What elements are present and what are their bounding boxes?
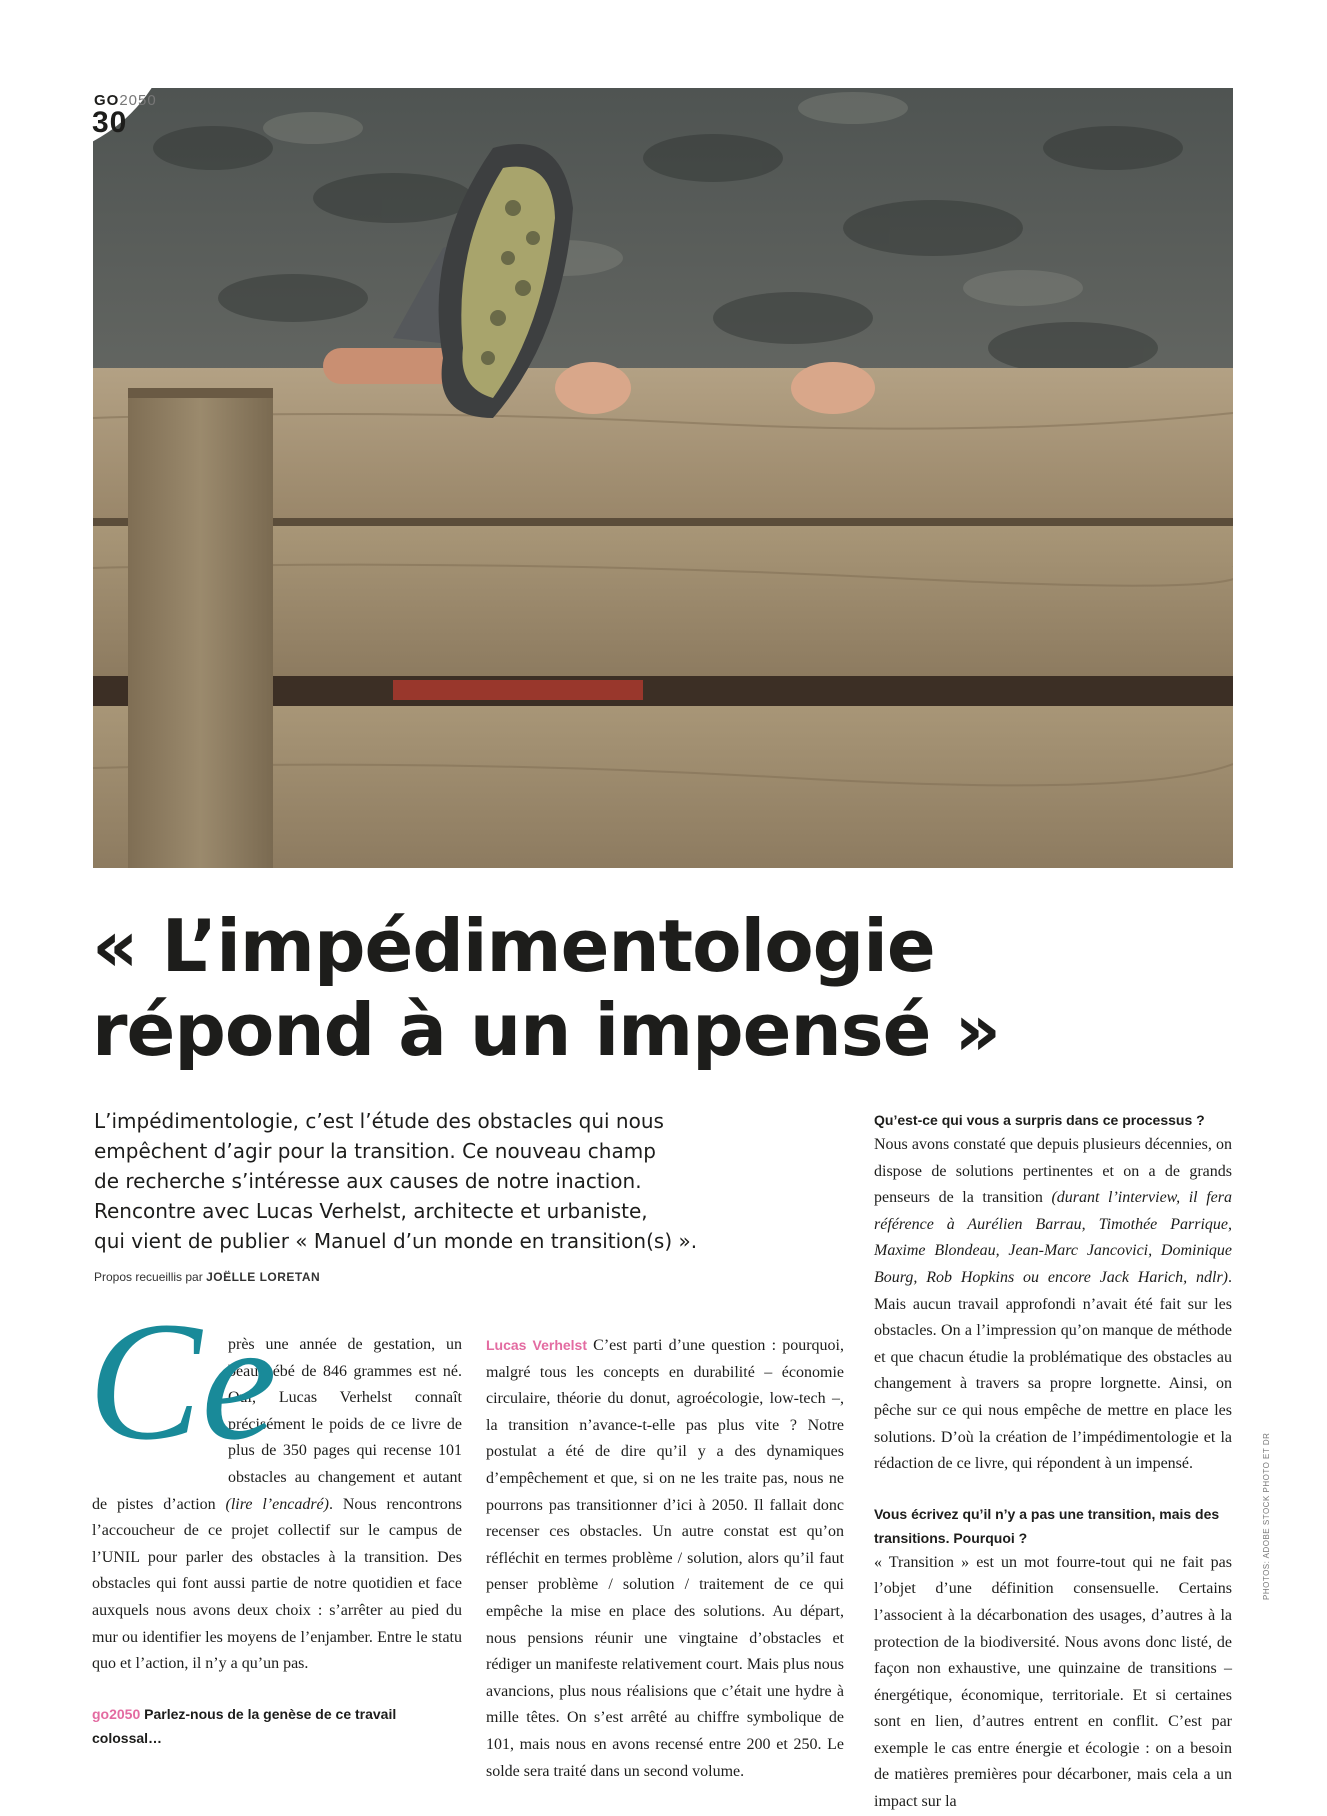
paragraph-text: près une année de gestation, un beau bébé de 846 grammes est né. Oui, Lucas Verhelst connaît précisément le poids de ce livre de plus de 350 pages qui recense 101 obstacles au changement et autant de pistes d’action xyxy=(92,1336,462,1513)
paragraph-italic: (durant l’interview, il fera référence à Aurélien Barrau, Timothée Parrique, Maxime Blondeau, Jean-Marc Jancovici, Dominique Bourg, Rob Hopkins ou encore Jack Harich, ndlr) xyxy=(874,1189,1232,1286)
byline-author: JOËLLE LORETAN xyxy=(206,1270,321,1284)
intro-line: qui vient de publier « Manuel d’un monde en transition(s) ». xyxy=(94,1229,698,1253)
article-column-1 xyxy=(88,1287,463,1750)
paragraph-italic: (lire l’encadré) xyxy=(225,1495,329,1513)
headline xyxy=(92,904,1232,1072)
drop-cap-letters: Ce xyxy=(88,1287,277,1475)
intro-line: de recherche s’intéresse aux causes de notre inaction. xyxy=(94,1169,642,1193)
paragraph xyxy=(874,1132,1232,1478)
paragraph-text: C’est parti d’une question : pourquoi, malgré tous les concepts en durabilité – économie circulaire, théorie du donut, agroécologie, low-tech –, la transition n’avance-t-elle pas plus vite ? Notre postulat a été de dire qu’il y a des dynamiques d’empêchement et que, si on ne les traite pas, nous ne pourrons pas transitionner d’ici à 2050. Il fallait donc recenser ces obstacles. Un autre constat est qu’on réfléchit en termes problème / solution, alors qu’il faut penser problème / solution / traitement de ce qui empêche la mise en place des solutions. Au départ, nous pensions réunir une vingtaine d’obstacles et rédiger un manifeste relativement court. Mais plus nous avancions, plus nous réalisions que c’était une hydre à mille têtes. On s’est arrêté au chiffre symbolique de 101, mais nous en avons recensé entre 200 et 250. Le solde sera traité dans un second volume. xyxy=(486,1337,844,1780)
article-column-3 xyxy=(874,1108,1232,1816)
drop-cap xyxy=(88,1287,277,1480)
paragraph xyxy=(486,1332,844,1785)
byline-prefix: Propos recueillis par xyxy=(94,1270,203,1284)
headline-line-2: répond à un impensé » xyxy=(92,988,1001,1072)
intro-line: L’impédimentologie, c’est l’étude des obstacles qui nous xyxy=(94,1109,664,1133)
photo-credit: PHOTOS: ADOBE STOCK PHOTO ET DR xyxy=(1262,1432,1271,1600)
paragraph-text: Nous avons constaté que depuis plusieurs décennies, on dispose de solutions pertinentes et on a de grands penseurs de la transition xyxy=(874,1136,1232,1207)
brand-tag: go2050 xyxy=(92,1705,141,1722)
magazine-name-light: 2050 xyxy=(119,92,157,109)
interview-question: Qu’est-ce qui vous a surpris dans ce processus ? xyxy=(874,1112,1205,1128)
speaker-name: Lucas Verhelst xyxy=(486,1337,587,1353)
magazine-name-bold: GO xyxy=(94,92,120,109)
headline-line-1: « L’impédimentologie xyxy=(92,904,935,988)
byline xyxy=(94,1270,320,1284)
interview-question xyxy=(92,1702,462,1750)
hero-photo xyxy=(93,88,1233,868)
interview-question: Vous écrivez qu’il n’y a pas une transition, mais des transitions. Pourquoi ? xyxy=(874,1505,1220,1546)
paragraph-text: . Nous rencontrons l’accoucheur de ce projet collectif sur le campus de l’UNIL pour parler des obstacles à la transition. Des obstacles qui font aussi partie de notre quotidien et face auxquels nous avons deux choix : s’arrêter au pied du mur ou identifier les moyens de l’enjamber. Entre le statu quo et l’action, il n’y a qu’un pas. xyxy=(92,1495,463,1673)
question-text: Parlez-nous de la genèse de ce travail colossal… xyxy=(92,1705,397,1746)
climber-over-wooden-wall-photo xyxy=(93,88,1233,868)
intro-line: empêchent d’agir pour la transition. Ce nouveau champ xyxy=(94,1139,656,1163)
intro-standfirst xyxy=(94,1106,864,1256)
article-column-2 xyxy=(486,1332,844,1785)
paragraph-text: . Mais aucun travail approfondi n’avait été fait sur les obstacles. On a l’impression qu’on manque de méthode et que chacun étudie la problématique des obstacles au changement à travers sa propre lorgnette. Ainsi, on pêche sur ce qui nous empêche de mettre en place les solutions. D’où la création de l’impédimentologie et la rédaction de ce livre, qui répondent à un impensé. xyxy=(874,1268,1232,1473)
intro-line: Rencontre avec Lucas Verhelst, architecte et urbaniste, xyxy=(94,1199,648,1223)
paragraph: « Transition » est un mot fourre-tout qui ne fait pas l’objet d’une définition consensuelle. Certains l’associent à la décarbonation des usages, d’autres à la protection de la biodiversité. Nous avons donc listé, de façon non exhaustive, une quinzaine de transitions – énergétique, économique, territoriale. Et si certaines sont en lien, d’autres entrent en conflit. C’est par exemple le cas entre énergie et écologie : on a besoin de matières premières pour décarboner, mais cela a un impact sur la xyxy=(874,1553,1232,1811)
page-number: 30 xyxy=(92,106,128,139)
